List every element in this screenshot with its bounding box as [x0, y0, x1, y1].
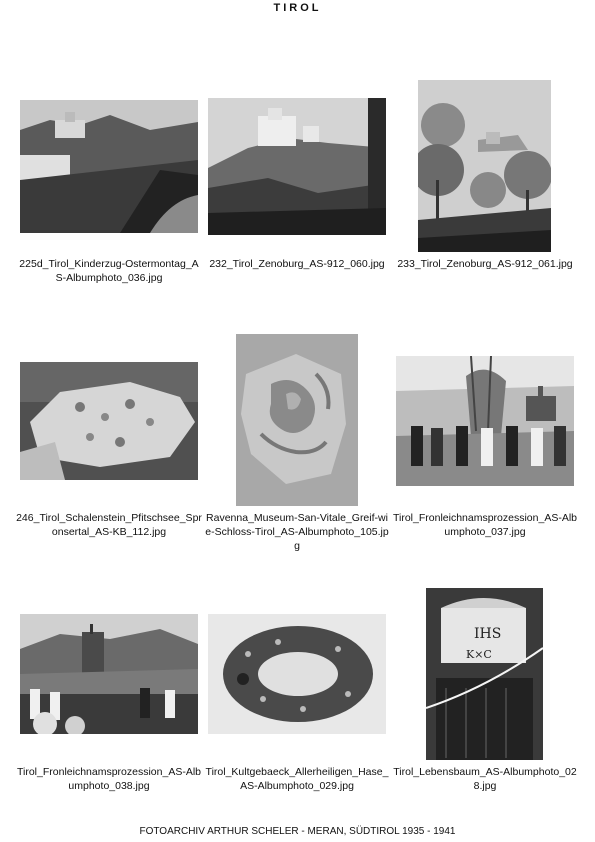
photo-zenoburg-061[interactable] — [418, 80, 551, 252]
photo-schalenstein[interactable] — [20, 362, 198, 480]
photo-caption: 246_Tirol_Schalenstein_Pfitschsee_Spronsertal_AS-KB_112.jpg — [16, 512, 202, 538]
photo-caption: Tirol_Fronleichnamsprozession_AS-Albumphoto_037.jpg — [392, 512, 578, 538]
photo-caption: 225d_Tirol_Kinderzug-Ostermontag_AS-Albumphoto_036.jpg — [19, 258, 199, 284]
photo-caption: Tirol_Lebensbaum_AS-Albumphoto_028.jpg — [393, 766, 577, 792]
photo-caption: Tirol_Kultgebaeck_Allerheiligen_Hase_AS-Albumphoto_029.jpg — [205, 766, 389, 792]
photo-caption: Tirol_Fronleichnamsprozession_AS-Albumphoto_038.jpg — [16, 766, 202, 792]
photo-fronleichnam-038[interactable] — [20, 614, 198, 734]
photo-kultgebaeck[interactable] — [208, 614, 386, 734]
photo-zenoburg-060[interactable] — [208, 98, 386, 235]
page-title: TIROL — [273, 2, 322, 14]
photo-lebensbaum[interactable] — [426, 588, 543, 760]
svg-text:K×C: K×C — [466, 648, 492, 661]
photo-caption: 232_Tirol_Zenoburg_AS-912_060.jpg — [209, 258, 385, 270]
photo-kinderzug-ostermontag[interactable] — [20, 100, 198, 233]
photo-caption: 233_Tirol_Zenoburg_AS-912_061.jpg — [397, 258, 573, 270]
photo-ravenna-greif[interactable] — [236, 334, 358, 506]
photo-fronleichnam-037[interactable] — [396, 356, 574, 486]
svg-text:IHS: IHS — [474, 626, 502, 642]
footer-credit: FOTOARCHIV ARTHUR SCHELER - MERAN, SÜDTIROL 1935 - 1941 — [139, 826, 456, 837]
photo-caption: Ravenna_Museum-San-Vitale_Greif-wie-Schloss-Tirol_AS-Albumphoto_105.jpg — [205, 512, 389, 552]
